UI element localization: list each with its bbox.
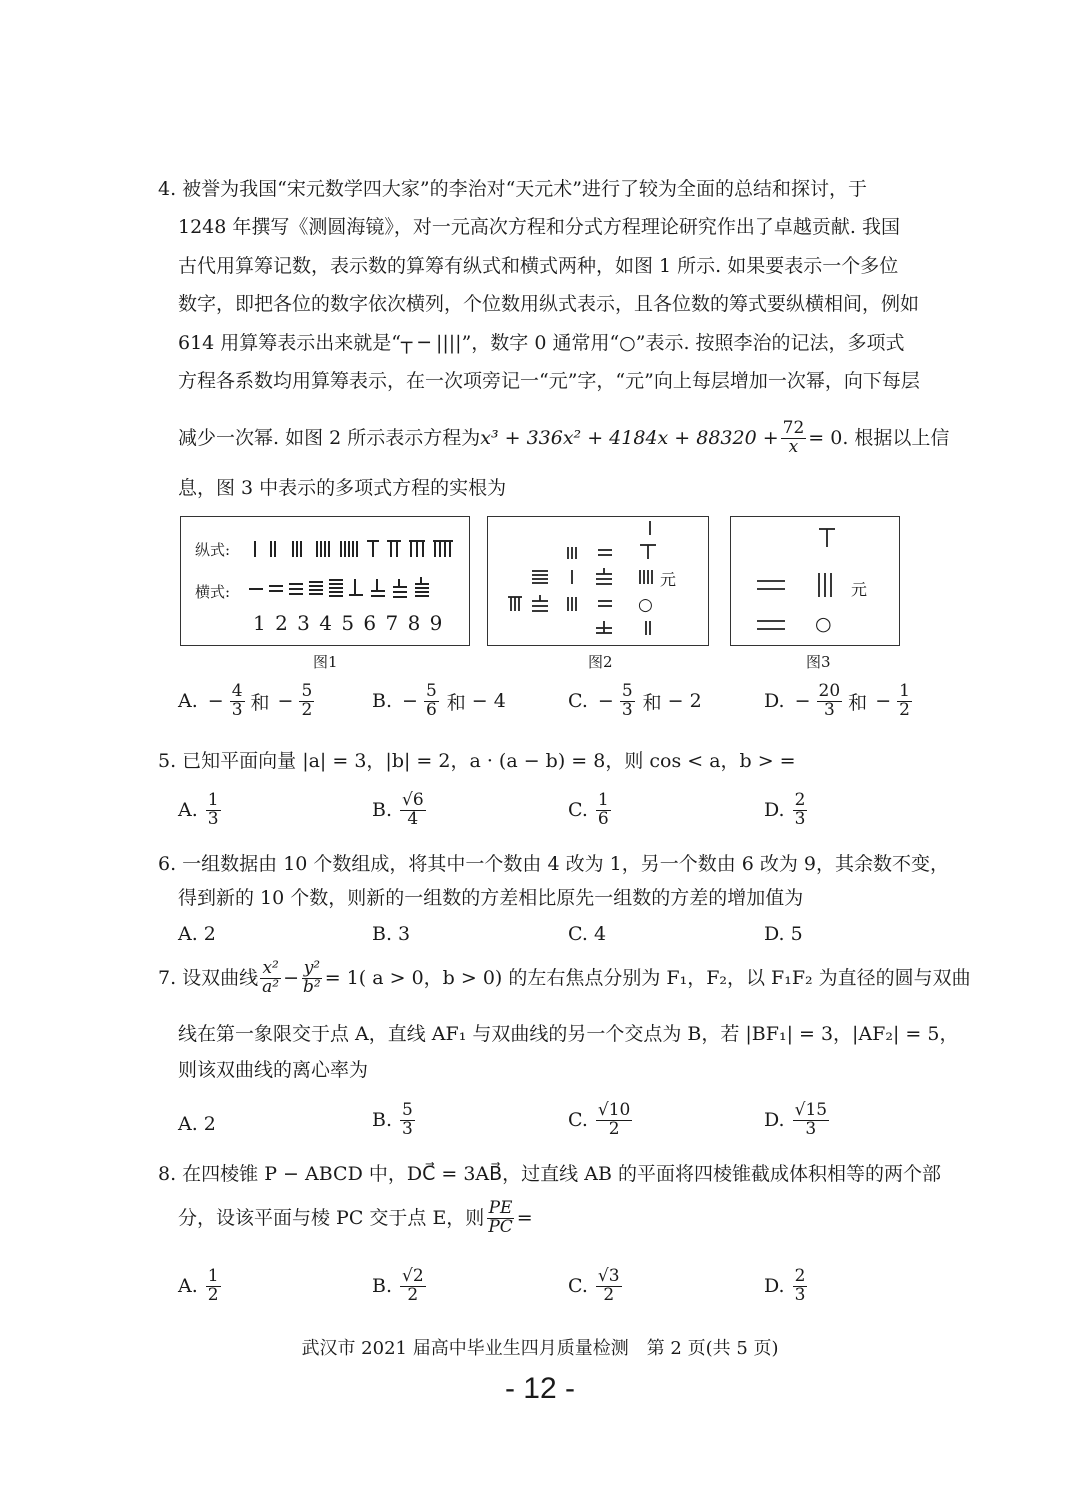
q4-line-1: 4. 被誉为我国“宋元数学四大家”的李治对“天元术”进行了较为全面的总结和探讨，于	[158, 178, 868, 200]
q7-line-3: 则该双曲线的离心率为	[178, 1059, 369, 1081]
q7-option-d[interactable]: D. $\frac{√15}{3}$	[764, 1100, 828, 1139]
figure-2	[487, 516, 709, 646]
heng-rods	[249, 575, 459, 601]
q4-line-8: 息，图 3 中表示的多项式方程的实根为	[178, 477, 507, 499]
q5-option-b[interactable]: B. $\frac{√6}{4}$	[372, 790, 424, 829]
q4-line-4: 数字，即把各位的数字依次横列，个位数用纵式表示，且各位数的筹式要纵横相间，例如	[178, 293, 920, 315]
page-footer: 武汉市 2021 届高中毕业生四月质量检测 第 2 页(共 5 页)	[301, 1338, 779, 1359]
q4-option-a[interactable]: A. − $\frac{4}{3}$ 和 − $\frac{5}{2}$	[178, 681, 313, 720]
q7-option-b[interactable]: B. $\frac{5}{3}$	[372, 1100, 413, 1139]
figure-2-zero: ○	[638, 595, 653, 615]
q4-option-c[interactable]: C. − $\frac{5}{3}$ 和 − 2	[568, 681, 702, 720]
q4-line-7: 减少一次幂. 如图 2 所示表示方程为 x³ + 336x² + 4184x + 88320 + $\frac{72}{x}$ = 0. 根据以上信	[178, 418, 950, 457]
zong-rods	[249, 539, 459, 561]
q7-line-1: 7. 设双曲线 $\frac{\text{x²}}{\text{a²}}$ − $\frac{\text{y²}}{\text{b²}}$ = 1( a > 0，b > 0) 的左右焦点分别为 F₁，F₂，以 F₁F₂ 为直径的圆与双曲	[158, 958, 971, 997]
q6-option-d[interactable]: D. 5	[764, 923, 803, 945]
equation: x³ + 336x² + 4184x + 88320 +	[480, 427, 779, 450]
page-number: - 12 -	[504, 1372, 576, 1405]
q7-option-c[interactable]: C. $\frac{√10}{2}$	[568, 1100, 631, 1139]
figure-3-caption: 图3	[806, 653, 831, 671]
q5-option-c[interactable]: C. $\frac{1}{6}$	[568, 790, 609, 829]
q6-line-2: 得到新的 10 个数，则新的一组数的方差相比原先一组数的方差的增加值为	[178, 887, 804, 909]
q4-option-b[interactable]: B. − $\frac{5}{6}$ 和 − 4	[372, 681, 506, 720]
q5-option-a[interactable]: A. $\frac{1}{3}$	[178, 790, 219, 829]
digits-row: 1 2 3 4 5 6 7 8 9	[253, 611, 443, 635]
fraction-72-over-x: $\frac{72}{x}$	[782, 418, 805, 457]
figure-3-yuan: 元	[851, 580, 868, 599]
q8-option-a[interactable]: A. $\frac{1}{2}$	[178, 1266, 219, 1305]
q6-option-a[interactable]: A. 2	[178, 923, 216, 945]
q6-line-1: 6. 一组数据由 10 个数组成，将其中一个数由 4 改为 1，另一个数由 6 改为 9，其余数不变，	[158, 853, 950, 875]
figure-1-caption: 图1	[313, 653, 338, 671]
q8-line-2: 分，设该平面与棱 PC 交于点 E，则 $\frac{PE}{PC}$ =	[178, 1198, 533, 1237]
q7-option-a[interactable]: A. 2	[178, 1113, 216, 1135]
q8-option-c[interactable]: C. $\frac{√3}{2}$	[568, 1266, 620, 1305]
zong-label: 纵式:	[195, 541, 231, 559]
q5-option-d[interactable]: D. $\frac{2}{3}$	[764, 790, 806, 829]
q4-line-5: 614 用算筹表示出来就是“┬ ─ ||||”，数字 0 通常用“○”表示. 按照李治的记法，多项式	[178, 332, 905, 354]
q4-option-d[interactable]: D. − $\frac{20}{3}$ 和 − $\frac{1}{2}$	[764, 681, 910, 720]
figure-3	[730, 516, 900, 646]
figure-1	[180, 516, 470, 646]
q4-line-2: 1248 年撰写《测圆海镜》，对一元高次方程和分式方程理论研究作出了卓越贡献. 我国	[178, 216, 900, 238]
figure-3-zero: ○	[815, 613, 832, 635]
q7-line-2: 线在第一象限交于点 A，直线 AF₁ 与双曲线的另一个交点为 B，若 |BF₁| = 3，|AF₂| = 5，	[178, 1023, 959, 1045]
q4-line-3: 古代用算筹记数，表示数的算筹有纵式和横式两种，如图 1 所示. 如果要表示一个多位	[178, 255, 899, 277]
q8-option-b[interactable]: B. $\frac{√2}{2}$	[372, 1266, 424, 1305]
q8-line-1: 8. 在四棱锥 P − ABCD 中，DC⃗ = 3AB⃗，过直线 AB 的平面将四棱锥截成体积相等的两个部	[158, 1163, 941, 1185]
q4-line-6: 方程各系数均用算筹表示，在一次项旁记一“元”字，“元”向上每层增加一次幂，向下每层	[178, 370, 920, 392]
q8-option-d[interactable]: D. $\frac{2}{3}$	[764, 1266, 806, 1305]
figure-2-caption: 图2	[588, 653, 613, 671]
q6-option-b[interactable]: B. 3	[372, 923, 411, 945]
q6-option-c[interactable]: C. 4	[568, 923, 607, 945]
q5-stem: 5. 已知平面向量 |a| = 3，|b| = 2，a · (a − b) = 8，则 cos < a，b > =	[158, 750, 796, 772]
figure-2-yuan: 元	[660, 570, 677, 589]
heng-label: 横式:	[195, 583, 231, 601]
